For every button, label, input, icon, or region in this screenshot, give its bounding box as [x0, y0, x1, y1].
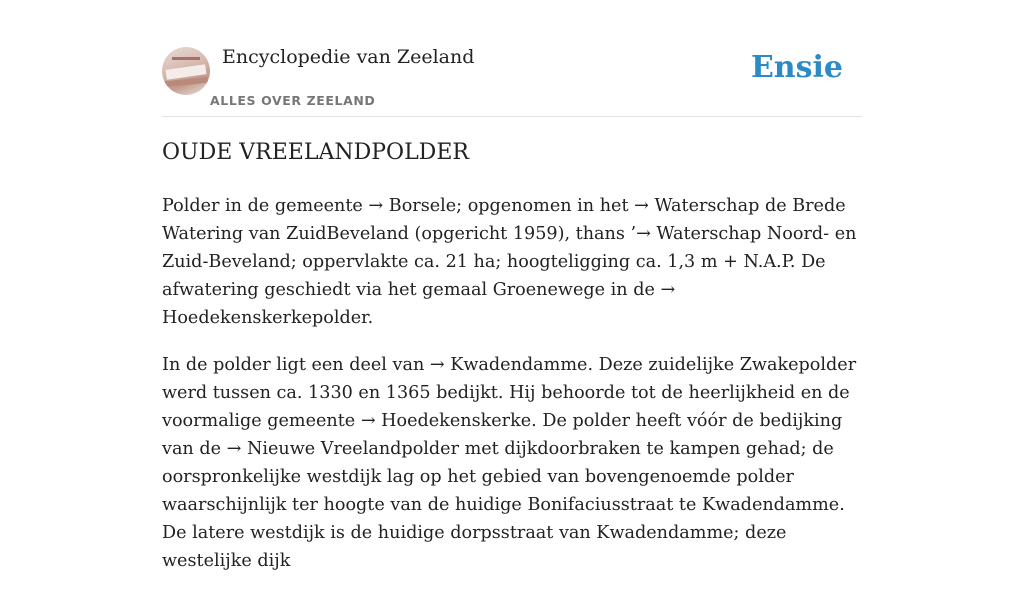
site-title[interactable]: Encyclopedie van Zeeland	[222, 46, 475, 68]
article-paragraph: In de polder ligt een deel van → Kwadendamme. Deze zuidelijke Zwakepolder werd tussen ca. 1330 en 1365 bedijkt. Hij behoorde tot de heerlijkheid en de voormalige gemeente → Hoedekenskerke. De polder heeft vóór de bedijking van de → Nieuwe Vreelandpolder met dijkdoorbraken te kampen gehad; de oorspronkelijke westdijk lag op het gebied van bovengenoemde polder waarschijnlijk ter hoogte van de huidige Bonifaciusstraat te Kwadendamme. De latere westdijk is de huidige dorpsstraat van Kwadendamme; deze westelijke dijk	[162, 355, 857, 571]
article-paragraph: Polder in de gemeente → Borsele; opgenomen in het → Waterschap de Brede Watering van ZuidBeveland (opgericht 1959), thans ’→ Waterschap Noord- en Zuid-Beveland; oppervlakte ca. 21 ha; hoogteligging ca. 1,3 m + N.A.P. De afwatering geschiedt via het gemaal Groenewege in de → Hoedekenskerkepolder.	[162, 196, 857, 328]
site-subtitle: ALLES OVER ZEELAND	[210, 93, 376, 108]
site-avatar[interactable]	[162, 47, 210, 95]
page-content	[162, 0, 862, 571]
brand-logo-link[interactable]: Ensie	[750, 50, 843, 85]
article-title: OUDE VREELANDPOLDER	[162, 140, 469, 165]
article-body	[162, 192, 862, 594]
site-header	[162, 0, 862, 117]
